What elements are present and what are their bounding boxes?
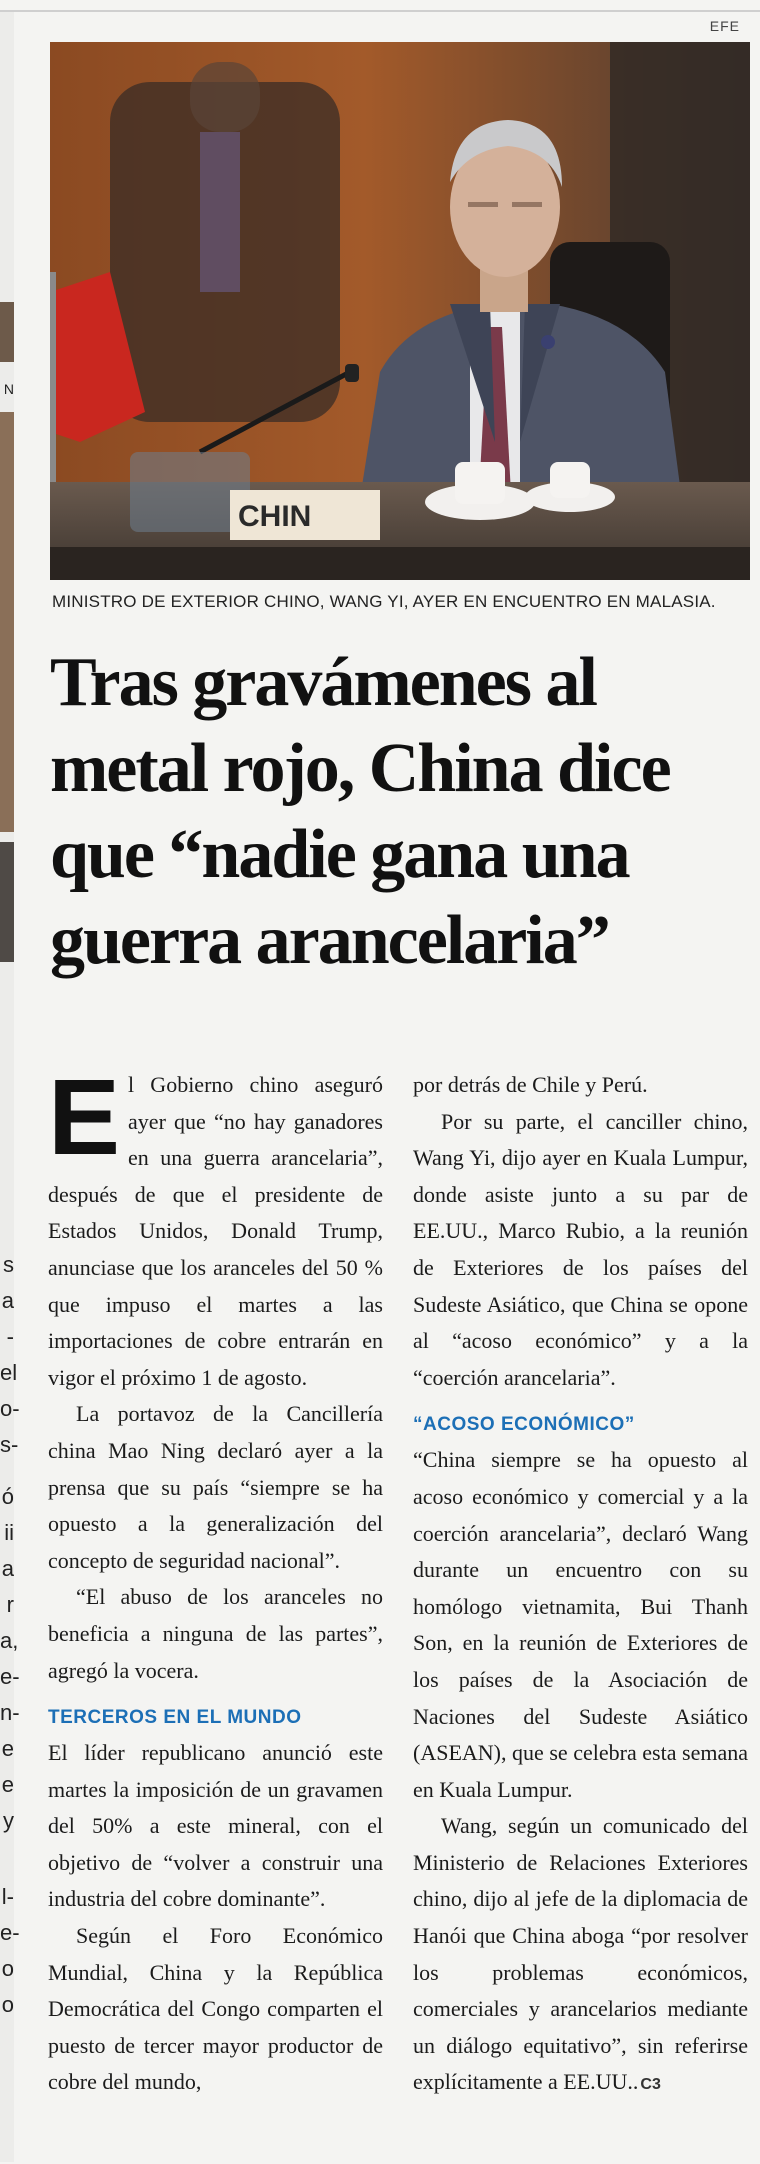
top-rule — [0, 10, 760, 12]
article-paragraph: El líder republicano anunció este martes la imposición de un gravamen del 50% a este mineral, con el objetivo de “volver a construir una industria del cobre dominante”. — [48, 1740, 383, 1912]
section-subhead: “ACOSO ECONÓMICO” — [413, 1414, 635, 1436]
adjacent-article-edge — [0, 12, 20, 2162]
photo-credit: EFE — [709, 18, 740, 34]
adjacent-column-fragment: o- — [0, 1396, 20, 1421]
end-of-article-mark: C3 — [640, 2076, 661, 2094]
article-paragraph: Por su parte, el canciller chino, Wang Yi, dijo ayer en Kuala Lumpur, donde asiste junto a su par de EE.UU., Marco Rubio, a la reunión de Exteriores de los países del Sudeste Asiático, que China se opone al “acoso económico” y a la “coerción arancelaria”. — [413, 1108, 748, 1390]
adjacent-column-fragment: s — [3, 1252, 14, 1277]
article-paragraph: “China siempre se ha opuesto al acoso económico y comercial y a la coerción arancelaria”, declaró Wang durante un encuentro con su homólogo vietnamita, Bui Thanh Son, en la reunión de Exteriores de los países de la Asociación de Naciones del Sudeste Asiático (ASEAN), que se celebra esta semana en Kuala Lumpur. — [413, 1447, 748, 1802]
adjacent-column-fragment: e- — [0, 1920, 20, 1945]
adjacent-photo-edge — [0, 842, 14, 962]
adjacent-column-fragment: o — [1, 1992, 14, 2017]
adjacent-column-fragment: ó — [1, 1484, 14, 1509]
paragraph-text: l Gobierno chino aseguró ayer que “no hay ganadores en una guerra arancelaria”, después de que el presidente de Estados Unidos, Donald Trump, anunciase que los aranceles del 50 % que impuso el martes a las importaciones de cobre entrarán en vigor el próximo 1 de agosto. — [48, 1072, 383, 1390]
adjacent-photo-edge — [0, 412, 14, 832]
news-photo — [50, 42, 750, 580]
adjacent-column-fragment: o — [1, 1956, 14, 1981]
article-column-2 — [413, 1067, 748, 2104]
photo-caption: MINISTRO DE EXTERIOR CHINO, WANG YI, AYER EN ENCUENTRO EN MALASIA. — [52, 592, 716, 611]
article-paragraph: por detrás de Chile y Perú. — [413, 1072, 648, 1097]
adjacent-column-fragment: a — [1, 1556, 14, 1581]
adjacent-column-fragment: r — [6, 1592, 14, 1617]
headline: Tras gravámenes al metal rojo, China dice que “nadie gana una guerra arancelaria” — [50, 644, 670, 979]
adjacent-column-fragment: a — [1, 1288, 14, 1313]
article-paragraph: Según el Foro Económico Mundial, China y la República Democrática del Congo comparten el puesto de tercer mayor productor de cobre del mundo, — [48, 1923, 383, 2095]
adjacent-column-fragment: n- — [0, 1700, 20, 1725]
adjacent-column-fragment: a, — [0, 1628, 19, 1653]
adjacent-photo-edge — [0, 302, 14, 362]
section-subhead: TERCEROS EN EL MUNDO — [48, 1707, 302, 1729]
adjacent-column-fragment: s- — [0, 1432, 19, 1457]
nameplate-text: CHIN — [238, 500, 312, 533]
adjacent-column-fragment: l- — [1, 1884, 14, 1909]
adjacent-column-fragment: el — [0, 1360, 18, 1385]
adjacent-column-fragment: e- — [0, 1664, 20, 1689]
article-paragraph — [413, 1808, 748, 2104]
photo-illustration — [50, 42, 750, 580]
adjacent-column-fragment: N — [3, 381, 14, 397]
article-paragraph: La portavoz de la Cancillería china Mao Ning declaró ayer a la prensa que su país “siempre se ha opuesto a la generalización del concepto de seguridad nacional”. — [48, 1401, 383, 1573]
article-paragraph: “El abuso de los aranceles no beneficia a ninguna de las partes”, agregó la vocera. — [48, 1584, 383, 1683]
article-column-1 — [48, 1056, 383, 2101]
adjacent-column-fragment: y — [3, 1808, 14, 1833]
adjacent-column-fragment: e — [1, 1736, 14, 1761]
drop-cap: E — [48, 1056, 121, 1177]
article-paragraph — [48, 1056, 383, 1396]
paragraph-text: Wang, según un comunicado del Ministerio de Relaciones Exteriores chino, dijo al jefe de la diplomacia de Hanói que China aboga “por resolver los problemas económicos, comerciales y arancelarios mediante un diálogo equitativo”, sin referirse explícitamente a EE.UU.. — [413, 1813, 748, 2095]
adjacent-column-fragment: ii — [4, 1520, 14, 1545]
adjacent-column-fragment: e — [1, 1772, 14, 1797]
adjacent-column-fragment: - — [6, 1324, 14, 1349]
